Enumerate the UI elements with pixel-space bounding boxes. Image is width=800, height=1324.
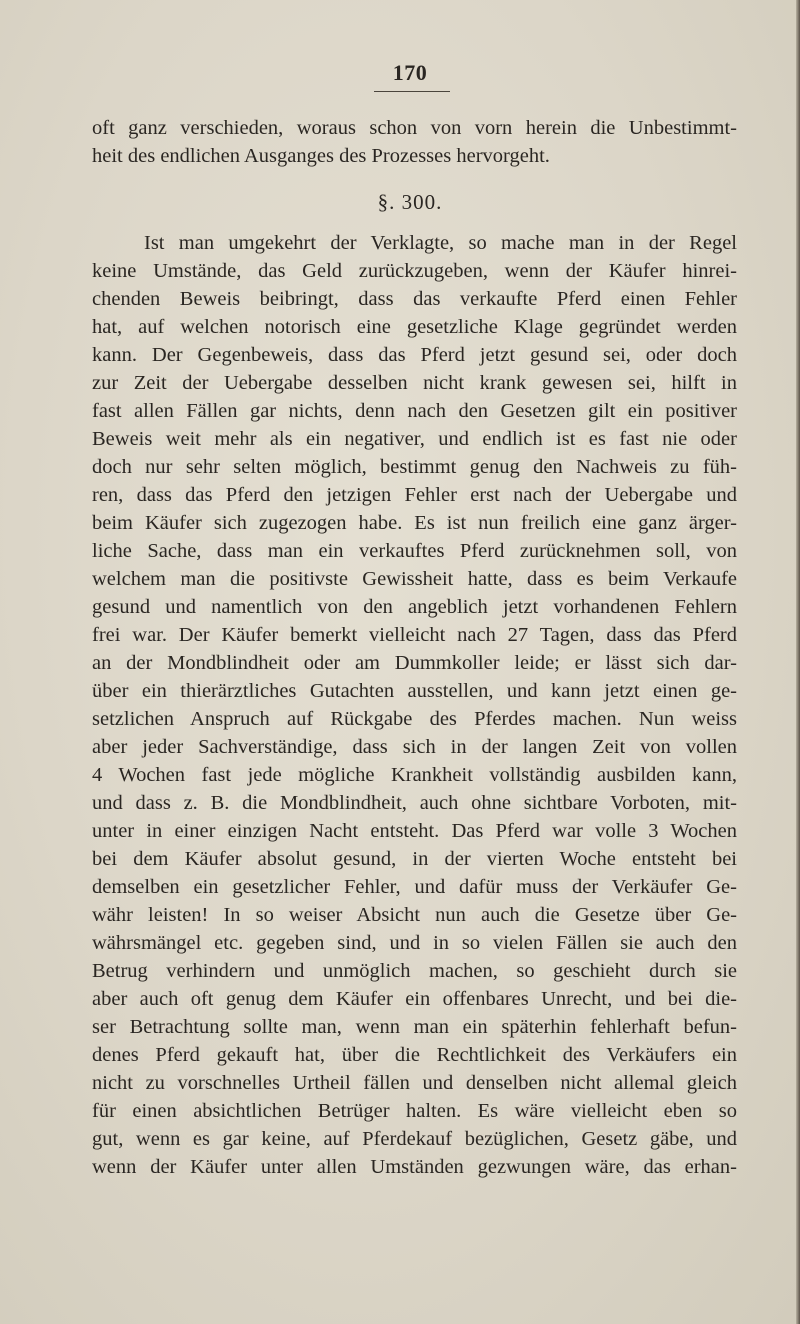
text-line: fast allen Fällen gar nichts, denn nach den Gesetzen gilt ein positiver [92,400,737,422]
section-heading: §. 300. [377,190,443,214]
page-edge-shadow [796,0,800,1324]
text-line: gut, wenn es gar keine, auf Pferdekauf bezüglichen, Gesetz gäbe, und [92,1128,737,1150]
text-line: kann. Der Gegenbeweis, dass das Pferd jetzt gesund sei, oder doch [92,344,737,366]
text-line: für einen absichtlichen Betrüger halten. Es wäre vielleicht eben so [92,1100,737,1122]
text-line: wenn der Käufer unter allen Umständen gezwungen wäre, das erhan- [92,1156,737,1178]
text-line: oft ganz verschieden, woraus schon von vorn herein die Unbestimmt- [92,117,737,139]
text-line: liche Sache, dass man ein verkauftes Pferd zurücknehmen soll, von [92,540,737,562]
text-line: aber jeder Sachverständige, dass sich in der langen Zeit von vollen [92,736,737,758]
text-line: Betrug verhindern und unmöglich machen, so geschieht durch sie [92,960,737,982]
text-line: hat, auf welchen notorisch eine gesetzliche Klage gegründet werden [92,316,737,338]
text-line: beim Käufer sich zugezogen habe. Es ist nun freilich eine ganz ärger- [92,512,737,534]
text-line: setzlichen Anspruch auf Rückgabe des Pferdes machen. Nun weiss [92,708,737,730]
text-line: Ist man umgekehrt der Verklagte, so mache man in der Regel [144,232,737,254]
text-line: nicht zu vorschnelles Urtheil fällen und denselben nicht allemal gleich [92,1072,737,1094]
text-line: über ein thierärztliches Gutachten ausstellen, und kann jetzt einen ge- [92,680,737,702]
text-line: 4 Wochen fast jede mögliche Krankheit vollständig ausbilden kann, [92,764,737,786]
text-line: doch nur sehr selten möglich, bestimmt genug den Nachweis zu füh- [92,456,737,478]
text-line: unter in einer einzigen Nacht entsteht. Das Pferd war volle 3 Wochen [92,820,737,842]
text-line: denes Pferd gekauft hat, über die Rechtlichkeit des Verkäufers ein [92,1044,737,1066]
text-line: heit des endlichen Ausganges des Prozesses hervorgeht. [92,145,550,167]
text-line: frei war. Der Käufer bemerkt vielleicht nach 27 Tagen, dass das Pferd [92,624,737,646]
text-line: gesund und namentlich von den angeblich jetzt vorhandenen Fehlern [92,596,737,618]
text-line: zur Zeit der Uebergabe desselben nicht krank gewesen sei, hilft in [92,372,737,394]
text-line: welchem man die positivste Gewissheit hatte, dass es beim Verkaufe [92,568,737,590]
text-line: an der Mondblindheit oder am Dummkoller leide; er lässt sich dar- [92,652,737,674]
page-number-rule [374,91,450,92]
text-line: Beweis weit mehr als ein negativer, und endlich ist es fast nie oder [92,428,737,450]
text-line: aber auch oft genug dem Käufer ein offenbares Unrecht, und bei die- [92,988,737,1010]
text-line: bei dem Käufer absolut gesund, in der vierten Woche entsteht bei [92,848,737,870]
text-line: währsmängel etc. gegeben sind, und in so vielen Fällen sie auch den [92,932,737,954]
text-line: währ leisten! In so weiser Absicht nun auch die Gesetze über Ge- [92,904,737,926]
page-number: 170 [392,60,428,85]
text-line: demselben ein gesetzlicher Fehler, und dafür muss der Verkäufer Ge- [92,876,737,898]
text-line: ren, dass das Pferd den jetzigen Fehler erst nach der Uebergabe und [92,484,737,506]
text-line: ser Betrachtung sollte man, wenn man ein späterhin fehlerhaft befun- [92,1016,737,1038]
text-line: und dass z. B. die Mondblindheit, auch ohne sichtbare Vorboten, mit- [92,792,737,814]
text-line: chenden Beweis beibringt, dass das verkaufte Pferd einen Fehler [92,288,737,310]
text-line: keine Umstände, das Geld zurückzugeben, wenn der Käufer hinrei- [92,260,737,282]
